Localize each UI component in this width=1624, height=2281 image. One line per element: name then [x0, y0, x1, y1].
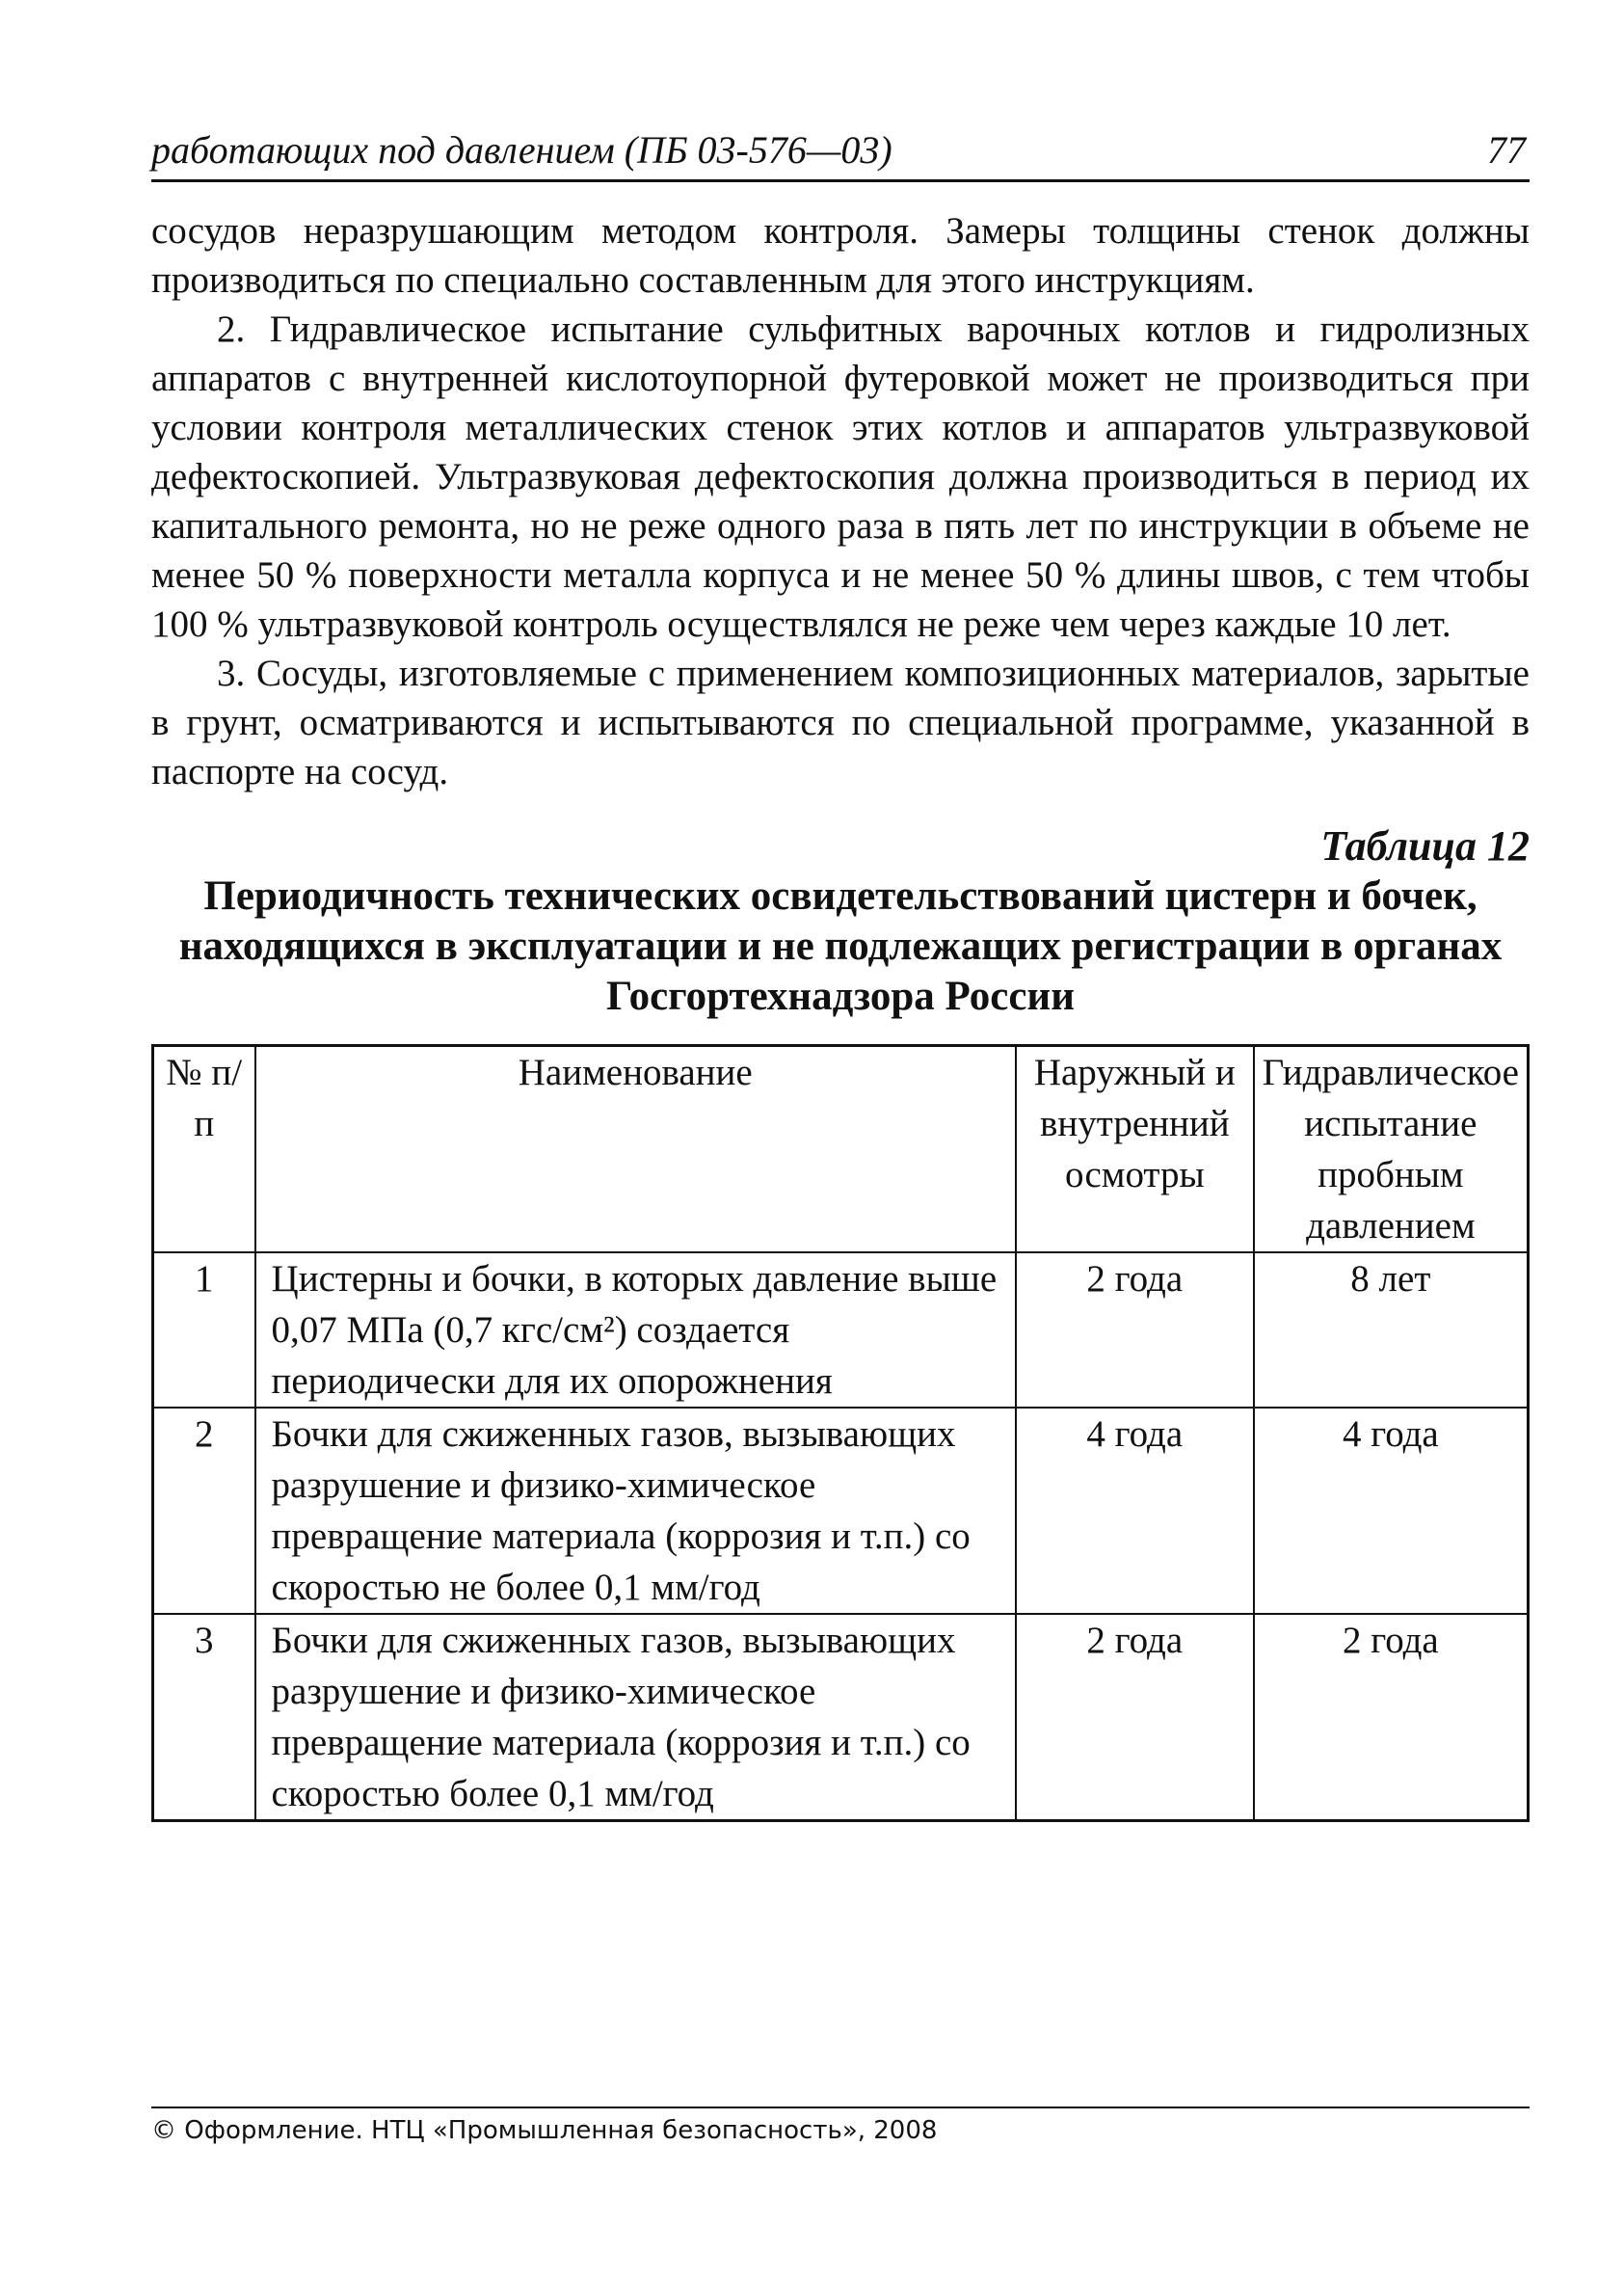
row-hydro: 4 года: [1254, 1408, 1529, 1614]
row-name: Бочки для сжиженных газов, вызывающих разрушение и физико-химическое превращение материала (коррозия и т.п.) со скоростью более 0,1 мм/год: [255, 1614, 1016, 1821]
row-name: Бочки для сжиженных газов, вызывающих разрушение и физико-химическое превращение материала (коррозия и т.п.) со скоростью не более 0,1 мм/год: [255, 1408, 1016, 1614]
row-num: 3: [153, 1614, 255, 1821]
table-row: [153, 1408, 1529, 1614]
row-inspection: 2 года: [1016, 1614, 1254, 1821]
row-num: 2: [153, 1408, 255, 1614]
page-number: 77: [1487, 128, 1526, 172]
footer-copyright: © Оформление. НТЦ «Промышленная безопасность», 2008: [151, 2116, 938, 2145]
paragraph-3: 3. Сосуды, изготовляемые с применением композиционных материалов, зарытые в грунт, осматриваются и испытываются по специальной программе, указанной в паспорте на сосуд.: [151, 653, 1530, 792]
paragraph-1: сосудов неразрушающим методом контроля. Замеры толщины стенок должны производиться по специально составленным для этого инструкциям.: [151, 210, 1530, 301]
row-num: 1: [153, 1252, 255, 1408]
header-name: Наименование: [255, 1046, 1016, 1253]
table-row: [153, 1614, 1529, 1821]
running-title: работающих под давлением (ПБ 03-576—03): [151, 128, 892, 172]
row-inspection: 2 года: [1016, 1252, 1254, 1408]
running-header: [151, 125, 1530, 182]
header-inspection: Наружный и внутренний осмотры: [1016, 1046, 1254, 1253]
row-hydro: 2 года: [1254, 1614, 1529, 1821]
periodicity-table: [151, 1044, 1530, 1822]
row-name: Цистерны и бочки, в которых давление выше 0,07 МПа (0,7 кгс/см²) создается периодически для их опорожнения: [255, 1252, 1016, 1408]
table-row: [153, 1252, 1529, 1408]
header-num: № п/п: [153, 1046, 255, 1253]
table-title: Периодичность технических освидетельствований цистерн и бочек, находящихся в эксплуатации и не подлежащих регистрации в органах Госгортехнадзора России: [178, 873, 1503, 1019]
table-header-row: [153, 1046, 1529, 1253]
table-number: Таблица 12: [1320, 822, 1530, 870]
row-hydro: 8 лет: [1254, 1252, 1529, 1408]
row-inspection: 4 года: [1016, 1408, 1254, 1614]
paragraph-2: 2. Гидравлическое испытание сульфитных варочных котлов и гидролизных аппаратов с внутренней кислотоупорной футеровкой может не производиться при условии контроля металлических стенок этих котлов и аппаратов ультразвуковой дефектоскопией. Ультразвуковая дефектоскопия должна производиться в период их капитального ремонта, но не реже одного раза в пять лет по инструкции в объеме не менее 50 % поверхности металла корпуса и не менее 50 % длины швов, с тем чтобы 100 % ультразвуковой контроль осуществлялся не реже чем через каждые 10 лет.: [151, 309, 1530, 645]
footer-divider: [151, 2107, 1530, 2108]
header-hydro: Гидравлическое испытание пробным давлением: [1254, 1046, 1529, 1253]
body-text: [151, 206, 1530, 796]
